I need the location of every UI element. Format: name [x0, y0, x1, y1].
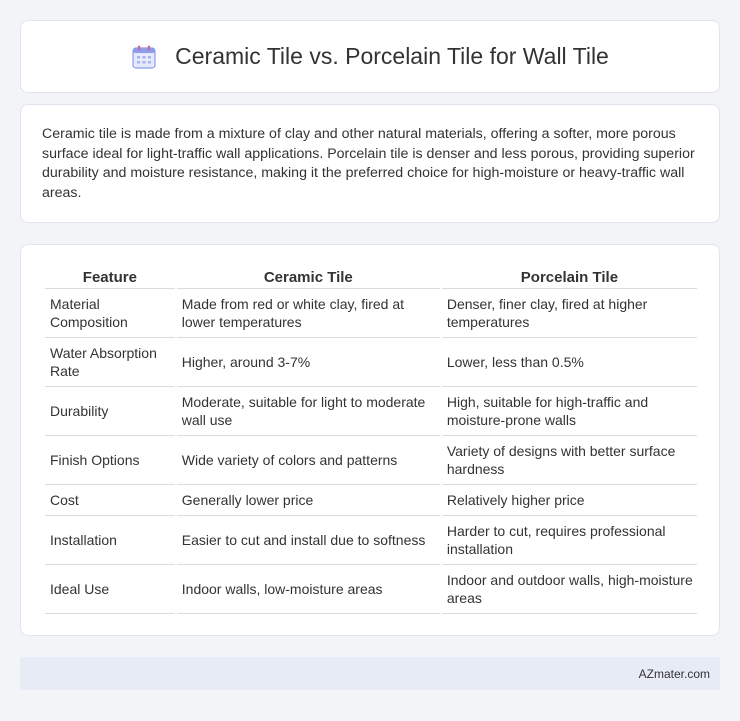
header-ceramic: Ceramic Tile — [177, 265, 440, 289]
footer-brand[interactable]: AZmater.com — [638, 667, 710, 681]
cell-feature: Ideal Use — [45, 565, 175, 614]
table-row — [45, 436, 697, 485]
table-row — [45, 289, 697, 338]
cell-porcelain: Variety of designs with better surface hardness — [442, 436, 697, 485]
cell-feature: Cost — [45, 485, 175, 516]
cell-feature: Durability — [45, 387, 175, 436]
cell-ceramic: Easier to cut and install due to softness — [177, 516, 440, 565]
cell-feature: Water Absorption Rate — [45, 338, 175, 387]
cell-feature: Finish Options — [45, 436, 175, 485]
table-row — [45, 338, 697, 387]
intro-text: Ceramic tile is made from a mixture of clay and other natural materials, offering a softer, more porous surface ideal for light-traffic wall applications. Porcelain tile is denser and less porous, providing superior durability and moisture resistance, making it the preferred choice for high-moisture or heavy-traffic wall areas. — [42, 126, 695, 201]
table-row — [45, 516, 697, 565]
cell-ceramic: Higher, around 3-7% — [177, 338, 440, 387]
cell-porcelain: High, suitable for high-traffic and moisture-prone walls — [442, 387, 697, 436]
footer — [20, 657, 720, 690]
intro-card — [20, 104, 720, 223]
cell-ceramic: Moderate, suitable for light to moderate wall use — [177, 387, 440, 436]
comparison-card — [20, 244, 720, 636]
comparison-table — [43, 265, 699, 614]
cell-ceramic: Made from red or white clay, fired at lower temperatures — [177, 289, 440, 338]
page-title: Ceramic Tile vs. Porcelain Tile for Wall Tile — [175, 43, 609, 69]
calendar-icon — [131, 44, 157, 70]
cell-ceramic: Generally lower price — [177, 485, 440, 516]
cell-feature: Installation — [45, 516, 175, 565]
cell-porcelain: Relatively higher price — [442, 485, 697, 516]
table-row — [45, 387, 697, 436]
header-feature: Feature — [45, 265, 175, 289]
table-row — [45, 565, 697, 614]
cell-ceramic: Indoor walls, low-moisture areas — [177, 565, 440, 614]
cell-ceramic: Wide variety of colors and patterns — [177, 436, 440, 485]
cell-feature: Material Composition — [45, 289, 175, 338]
cell-porcelain: Lower, less than 0.5% — [442, 338, 697, 387]
title-card — [20, 20, 720, 93]
table-row — [45, 485, 697, 516]
cell-porcelain: Denser, finer clay, fired at higher temperatures — [442, 289, 697, 338]
table-header-row — [45, 265, 697, 289]
cell-porcelain: Harder to cut, requires professional installation — [442, 516, 697, 565]
header-porcelain: Porcelain Tile — [442, 265, 697, 289]
cell-porcelain: Indoor and outdoor walls, high-moisture areas — [442, 565, 697, 614]
